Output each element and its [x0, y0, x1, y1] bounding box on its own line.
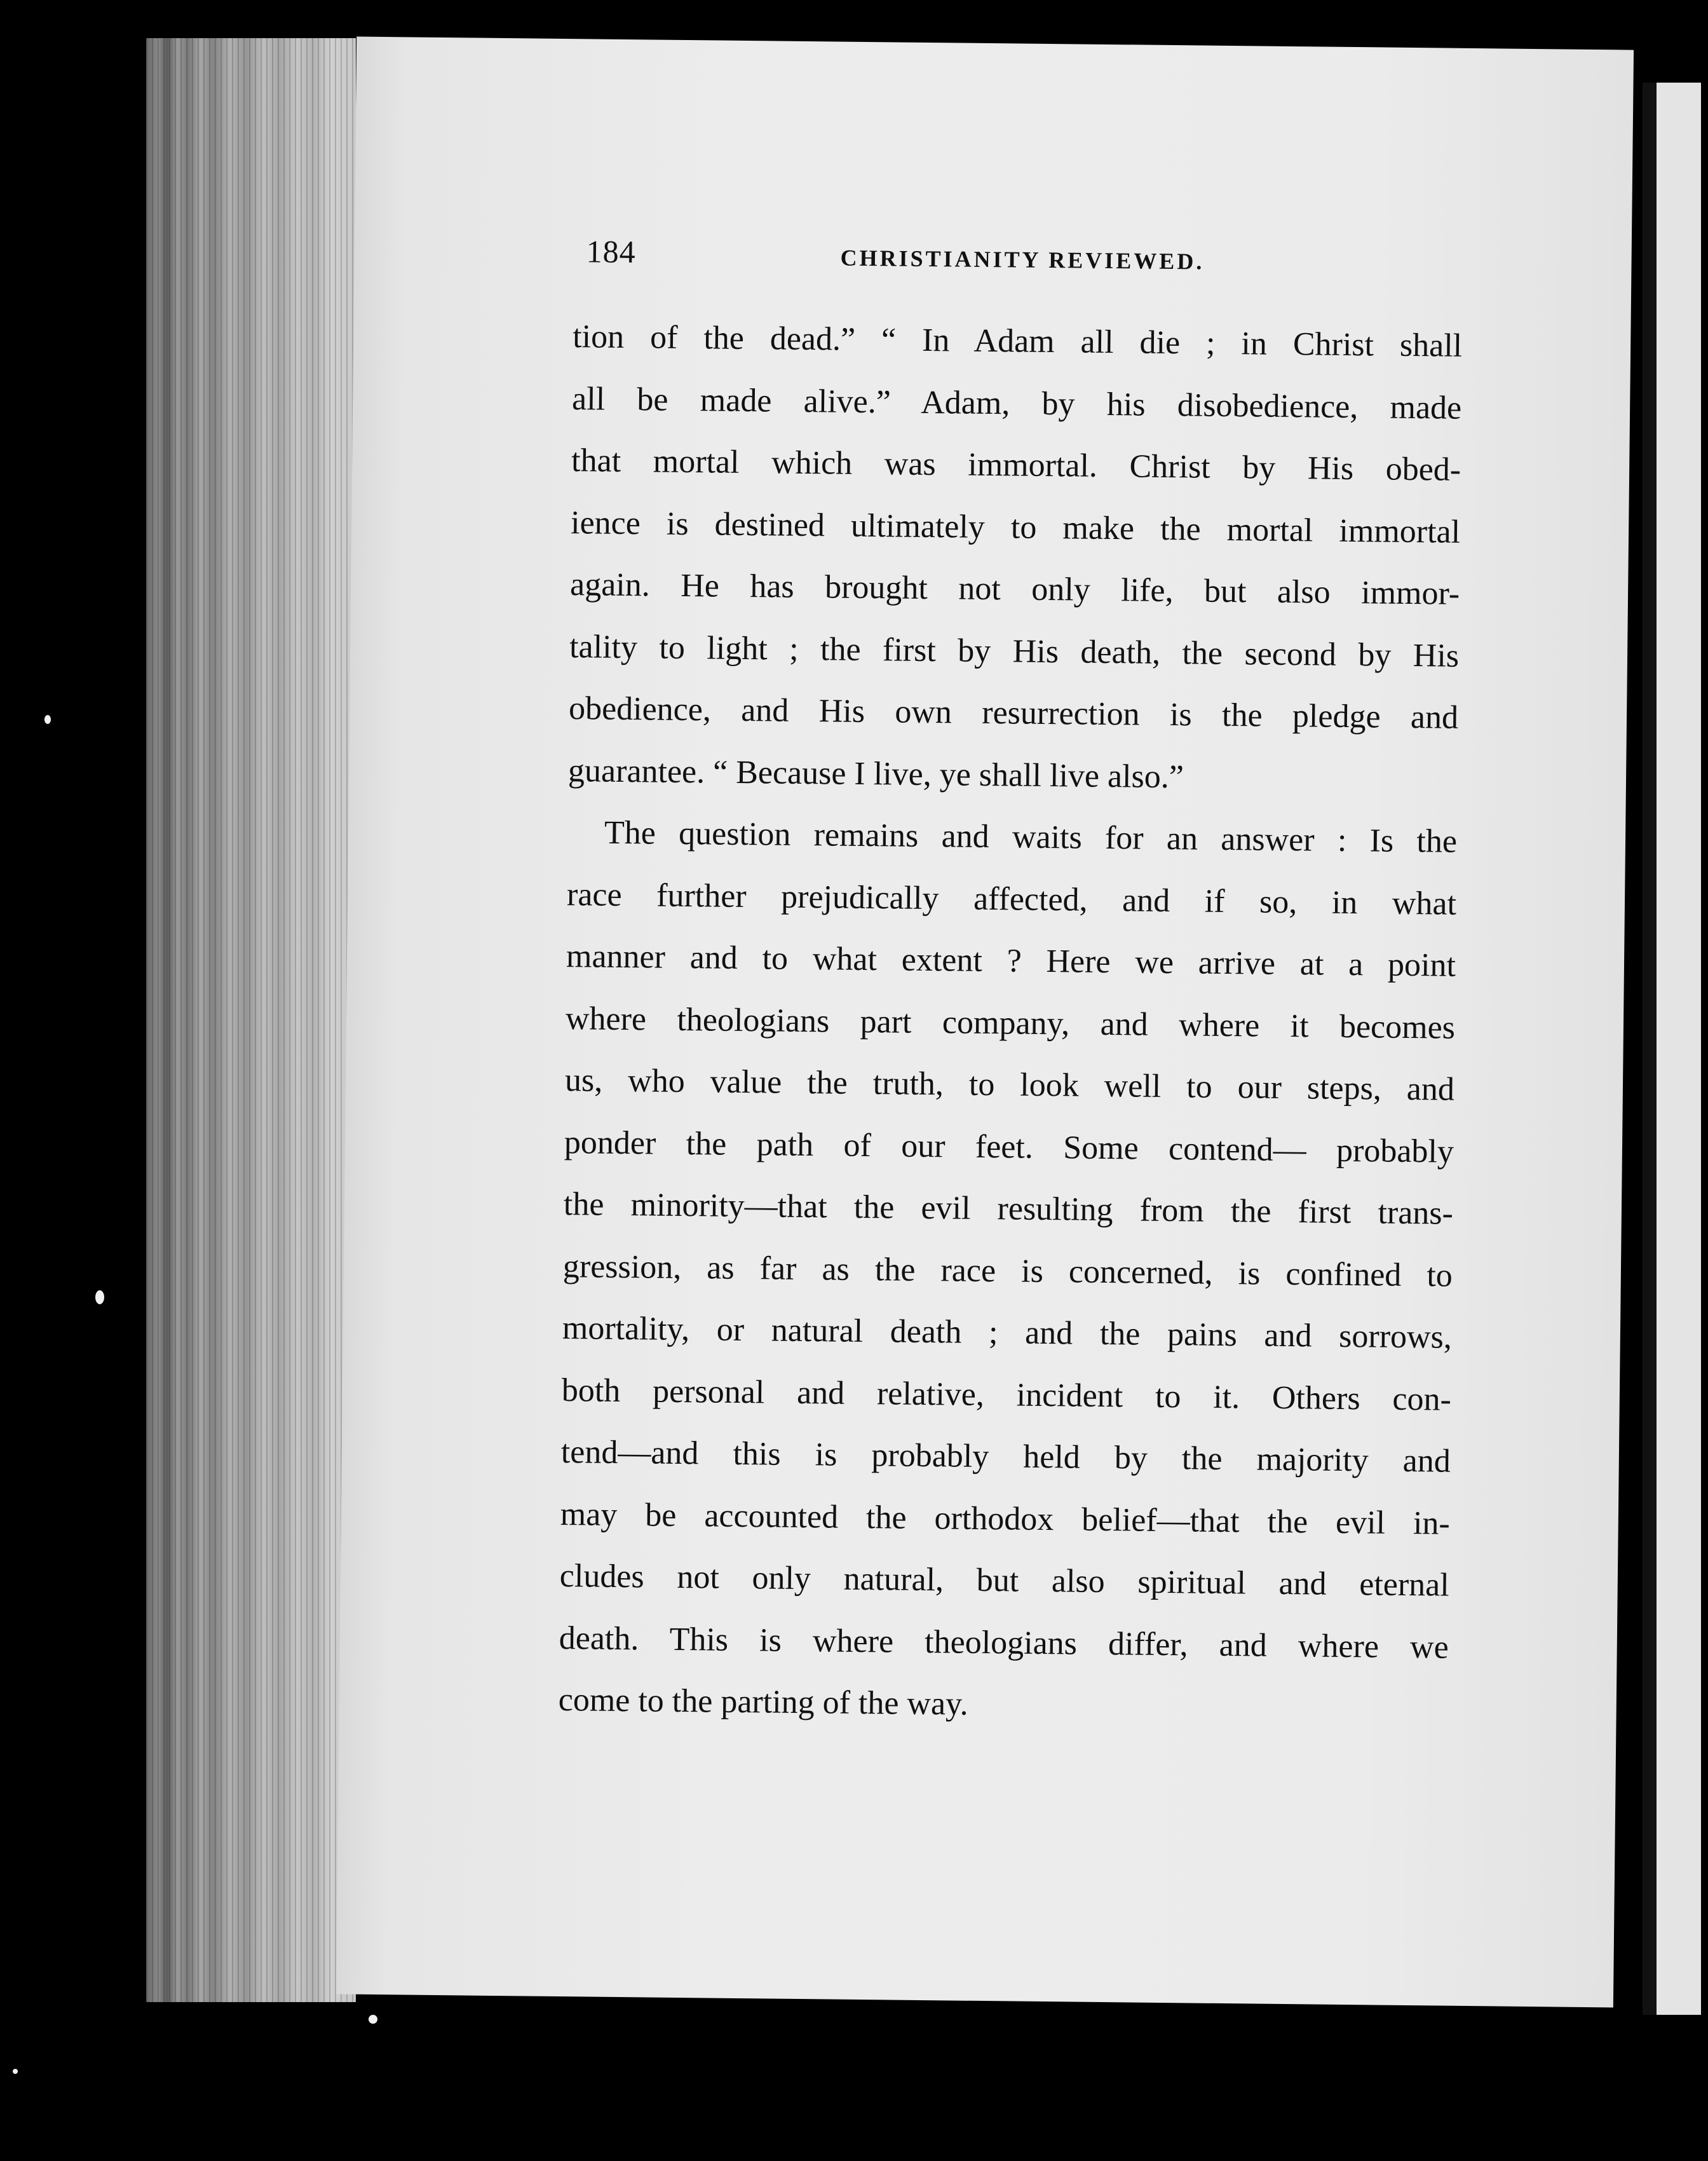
dust-speck [369, 2015, 377, 2024]
book-page [336, 37, 1634, 2008]
text-line: tend—and this is probably held by the majority and [560, 1434, 1451, 1480]
text-line: that mortal which was immortal. Christ by His obed- [571, 442, 1461, 488]
text-line: manner and to what extent ? Here we arrive at a point [566, 938, 1456, 984]
dust-speck [13, 2069, 18, 2074]
text-line: ponder the path of our feet. Some contend— probably [564, 1124, 1454, 1170]
text-line: again. He has brought not only life, but also immor- [569, 566, 1460, 612]
text-line: The question remains and waits for an answer : Is the [604, 814, 1458, 860]
text-line: where theologians part company, and where it becomes [565, 1000, 1456, 1046]
text-line: us, who value the truth, to look well to our steps, and [564, 1062, 1455, 1108]
page-edges [146, 38, 356, 2002]
text-line: may be accounted the orthodox belief—that the evil in- [560, 1496, 1451, 1542]
text-line: death. This is where theologians differ, and where we [559, 1619, 1449, 1666]
paragraph-1 [568, 306, 1463, 811]
text-line: come to the parting of the way. [558, 1682, 969, 1722]
text-line: tion of the dead.” “ In Adam all die ; in Christ shall [572, 318, 1463, 364]
dust-speck [44, 715, 51, 724]
page-number: 184 [586, 233, 636, 270]
facing-page-edge [1643, 83, 1701, 2015]
body-text [558, 306, 1462, 1740]
running-head: CHRISTIANITY REVIEWED. [840, 245, 1205, 275]
text-line: mortality, or natural death ; and the pains and sorrows, [562, 1310, 1453, 1356]
text-line: obedience, and His own resurrection is the pledge and [568, 690, 1459, 736]
text-line: ience is destined ultimately to make the mortal immortal [570, 504, 1461, 550]
text-line: tality to light ; the first by His death, the second by His [569, 628, 1460, 674]
dust-speck [95, 1290, 104, 1304]
text-line: guarantee. “ Because I live, ye shall live also.” [567, 752, 1184, 795]
text-line: race further prejudically affected, and if so, in what [566, 876, 1457, 922]
page-header [586, 233, 1578, 300]
paragraph-2 [558, 801, 1457, 1740]
text-line: all be made alive.” Adam, by his disobedience, made [571, 380, 1462, 426]
text-line: both personal and relative, incident to it. Others con- [561, 1372, 1452, 1418]
text-line: gression, as far as the race is concerned, is confined to [562, 1248, 1453, 1294]
text-line: the minority—that the evil resulting from the first trans- [563, 1186, 1454, 1232]
text-line: cludes not only natural, but also spiritual and eternal [559, 1558, 1450, 1604]
